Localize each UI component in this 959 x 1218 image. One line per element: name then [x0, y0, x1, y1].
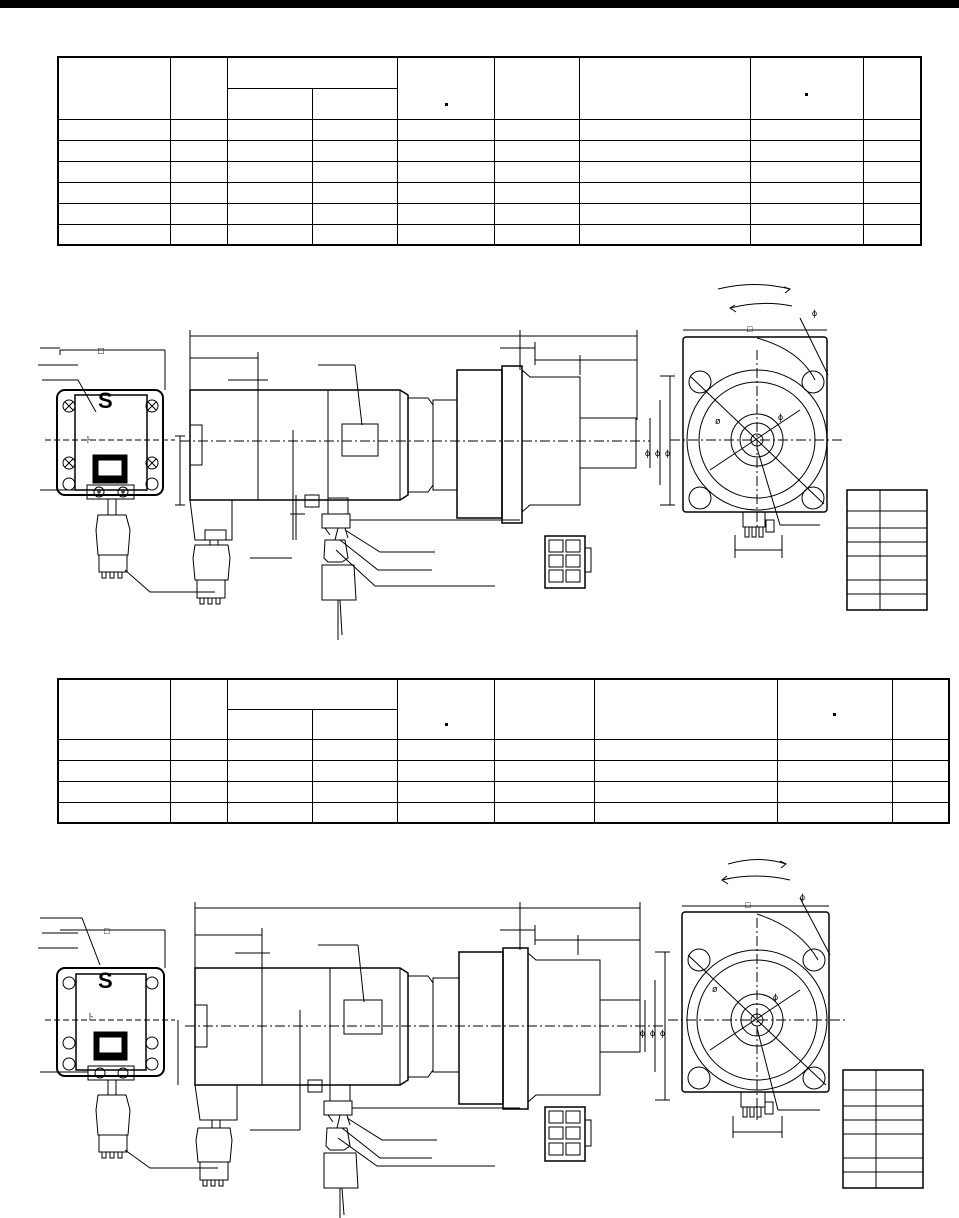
- table-header-cell: [58, 57, 171, 119]
- table-cell: [495, 203, 580, 224]
- spec-table-1: [57, 56, 922, 246]
- table-cell: [228, 119, 313, 140]
- table-cell: [58, 802, 171, 823]
- table-header-cell: [777, 679, 892, 739]
- table-cell: [312, 739, 397, 760]
- table-cell: [892, 781, 949, 802]
- table-cell: [58, 161, 171, 182]
- table-cell: [397, 802, 495, 823]
- table-cell: [397, 760, 495, 781]
- table-row: [58, 140, 921, 161]
- table-cell: [495, 760, 595, 781]
- table-header-cell: [228, 679, 398, 709]
- table-cell: [228, 802, 313, 823]
- table-cell: [892, 739, 949, 760]
- spec-table-2: [57, 678, 950, 824]
- table-row: [58, 739, 949, 760]
- table-cell: [595, 802, 778, 823]
- table-cell: [171, 802, 228, 823]
- square-symbol: □: [104, 926, 110, 936]
- table-cell: [58, 182, 171, 203]
- logo-s-mark: S: [98, 388, 113, 413]
- table-row: [58, 760, 949, 781]
- diameter-symbol: ø: [712, 984, 718, 994]
- square-symbol: □: [747, 324, 753, 334]
- table-cell: [495, 802, 595, 823]
- connector-label: ト: [86, 1012, 96, 1022]
- table-cell: [863, 161, 921, 182]
- table-header-cell: [397, 57, 495, 119]
- table-cell: [58, 739, 171, 760]
- diameter-symbol: ϕ: [773, 992, 779, 1002]
- table-cell: [228, 182, 313, 203]
- table-cell: [228, 781, 313, 802]
- connector-label: ト: [84, 435, 94, 445]
- diameter-symbol: ϕ: [800, 892, 806, 902]
- connector-pinout: [545, 536, 591, 588]
- table-cell: [228, 203, 313, 224]
- dot-mark: [833, 713, 836, 716]
- table-cell: [171, 140, 228, 161]
- table-cell: [580, 182, 751, 203]
- table-cell: [580, 203, 751, 224]
- table-cell: [397, 781, 495, 802]
- diameter-symbol: ϕ: [665, 448, 671, 458]
- table-cell: [397, 161, 495, 182]
- table-cell: [580, 140, 751, 161]
- back-view: [38, 918, 218, 1168]
- table-cell: [495, 119, 580, 140]
- table-cell: [228, 760, 313, 781]
- table-cell: [580, 119, 751, 140]
- table-cell: [312, 203, 397, 224]
- front-view: [670, 318, 845, 558]
- table-cell: [312, 119, 397, 140]
- table-cell: [750, 161, 863, 182]
- table-header-cell: [580, 57, 751, 119]
- table-cell: [171, 203, 228, 224]
- table-cell: [595, 760, 778, 781]
- table-cell: [312, 161, 397, 182]
- table-cell: [397, 203, 495, 224]
- back-view: [38, 348, 215, 592]
- diameter-symbol: ϕ: [650, 1028, 656, 1038]
- table-header-cell: [595, 679, 778, 739]
- diameter-symbol: ϕ: [645, 448, 651, 458]
- table-cell: [312, 760, 397, 781]
- table-cell: [863, 140, 921, 161]
- table-cell: [750, 140, 863, 161]
- table-header-cell: [495, 679, 595, 739]
- table-cell: [750, 203, 863, 224]
- table-header-row: [58, 679, 949, 709]
- table-cell: [892, 760, 949, 781]
- dot-mark: [445, 103, 448, 106]
- table-header-row: [58, 57, 921, 88]
- front-view: [668, 898, 848, 1138]
- logo-s-mark: S: [98, 968, 113, 993]
- table-cell: [397, 739, 495, 760]
- table-cell: [750, 182, 863, 203]
- table-cell: [171, 739, 228, 760]
- table-cell: [777, 760, 892, 781]
- table-header-cell: [863, 57, 921, 119]
- table-header-cell: [228, 88, 313, 119]
- table-cell: [495, 140, 580, 161]
- table-cell: [58, 140, 171, 161]
- table-cell: [397, 182, 495, 203]
- table-cell: [580, 161, 751, 182]
- dot-mark: [445, 723, 448, 726]
- diameter-symbol: ϕ: [778, 412, 784, 422]
- table-cell: [312, 802, 397, 823]
- table-header-cell: [312, 88, 397, 119]
- table-cell: [397, 140, 495, 161]
- table-row: [58, 161, 921, 182]
- diameter-symbol: ϕ: [660, 1028, 666, 1038]
- table-cell: [171, 161, 228, 182]
- header-bar: [0, 0, 959, 8]
- table-cell: [595, 739, 778, 760]
- table-cell: [312, 140, 397, 161]
- table-header-cell: [171, 57, 228, 119]
- table-cell: [777, 739, 892, 760]
- table-cell: [171, 781, 228, 802]
- side-view: [185, 902, 670, 1218]
- table-header-cell: [312, 709, 397, 739]
- rotation-arrow-ccw: [730, 303, 792, 308]
- table-row: [58, 802, 949, 823]
- table-cell: [863, 119, 921, 140]
- square-symbol: □: [98, 346, 105, 357]
- table-header-cell: [228, 57, 398, 88]
- diameter-symbol: ϕ: [655, 448, 661, 458]
- table-cell: [312, 182, 397, 203]
- table-cell: [863, 203, 921, 224]
- square-symbol: □: [745, 900, 751, 910]
- table-cell: [863, 182, 921, 203]
- table-cell: [777, 802, 892, 823]
- table-header-cell: [397, 679, 495, 739]
- rotation-arrow-cw: [718, 285, 790, 290]
- table-header-cell: [58, 679, 171, 739]
- motor-drawing-1: [0, 240, 959, 660]
- table-row: [58, 182, 921, 203]
- table-cell: [595, 781, 778, 802]
- table-cell: [58, 760, 171, 781]
- table-cell: [58, 203, 171, 224]
- motor-drawing-2: [0, 840, 959, 1218]
- table-cell: [495, 161, 580, 182]
- table-cell: [228, 140, 313, 161]
- table-header-cell: [892, 679, 949, 739]
- table-cell: [892, 802, 949, 823]
- table-header-cell: [228, 709, 313, 739]
- leader-line: [125, 570, 215, 592]
- table-cell: [495, 781, 595, 802]
- pin-table: [843, 1070, 923, 1188]
- table-cell: [58, 781, 171, 802]
- table-row: [58, 119, 921, 140]
- table-cell: [171, 182, 228, 203]
- table-cell: [312, 781, 397, 802]
- table-cell: [397, 119, 495, 140]
- table-cell: [171, 760, 228, 781]
- connector-pinout: [545, 1107, 591, 1161]
- table-cell: [228, 739, 313, 760]
- table-row: [58, 203, 921, 224]
- table-cell: [228, 161, 313, 182]
- table-cell: [495, 739, 595, 760]
- diameter-symbol: ϕ: [640, 1028, 646, 1038]
- diameter-symbol: ø: [715, 416, 721, 426]
- table-cell: [58, 119, 171, 140]
- table-cell: [750, 119, 863, 140]
- side-view: [180, 330, 675, 640]
- table-row: [58, 781, 949, 802]
- dot-mark: [805, 93, 808, 96]
- table-header-cell: [495, 57, 580, 119]
- pin-table: [847, 490, 927, 610]
- table-cell: [495, 182, 580, 203]
- diameter-symbol: ϕ: [812, 308, 818, 318]
- table-cell: [777, 781, 892, 802]
- table-header-cell: [750, 57, 863, 119]
- table-cell: [171, 119, 228, 140]
- table-header-cell: [171, 679, 228, 739]
